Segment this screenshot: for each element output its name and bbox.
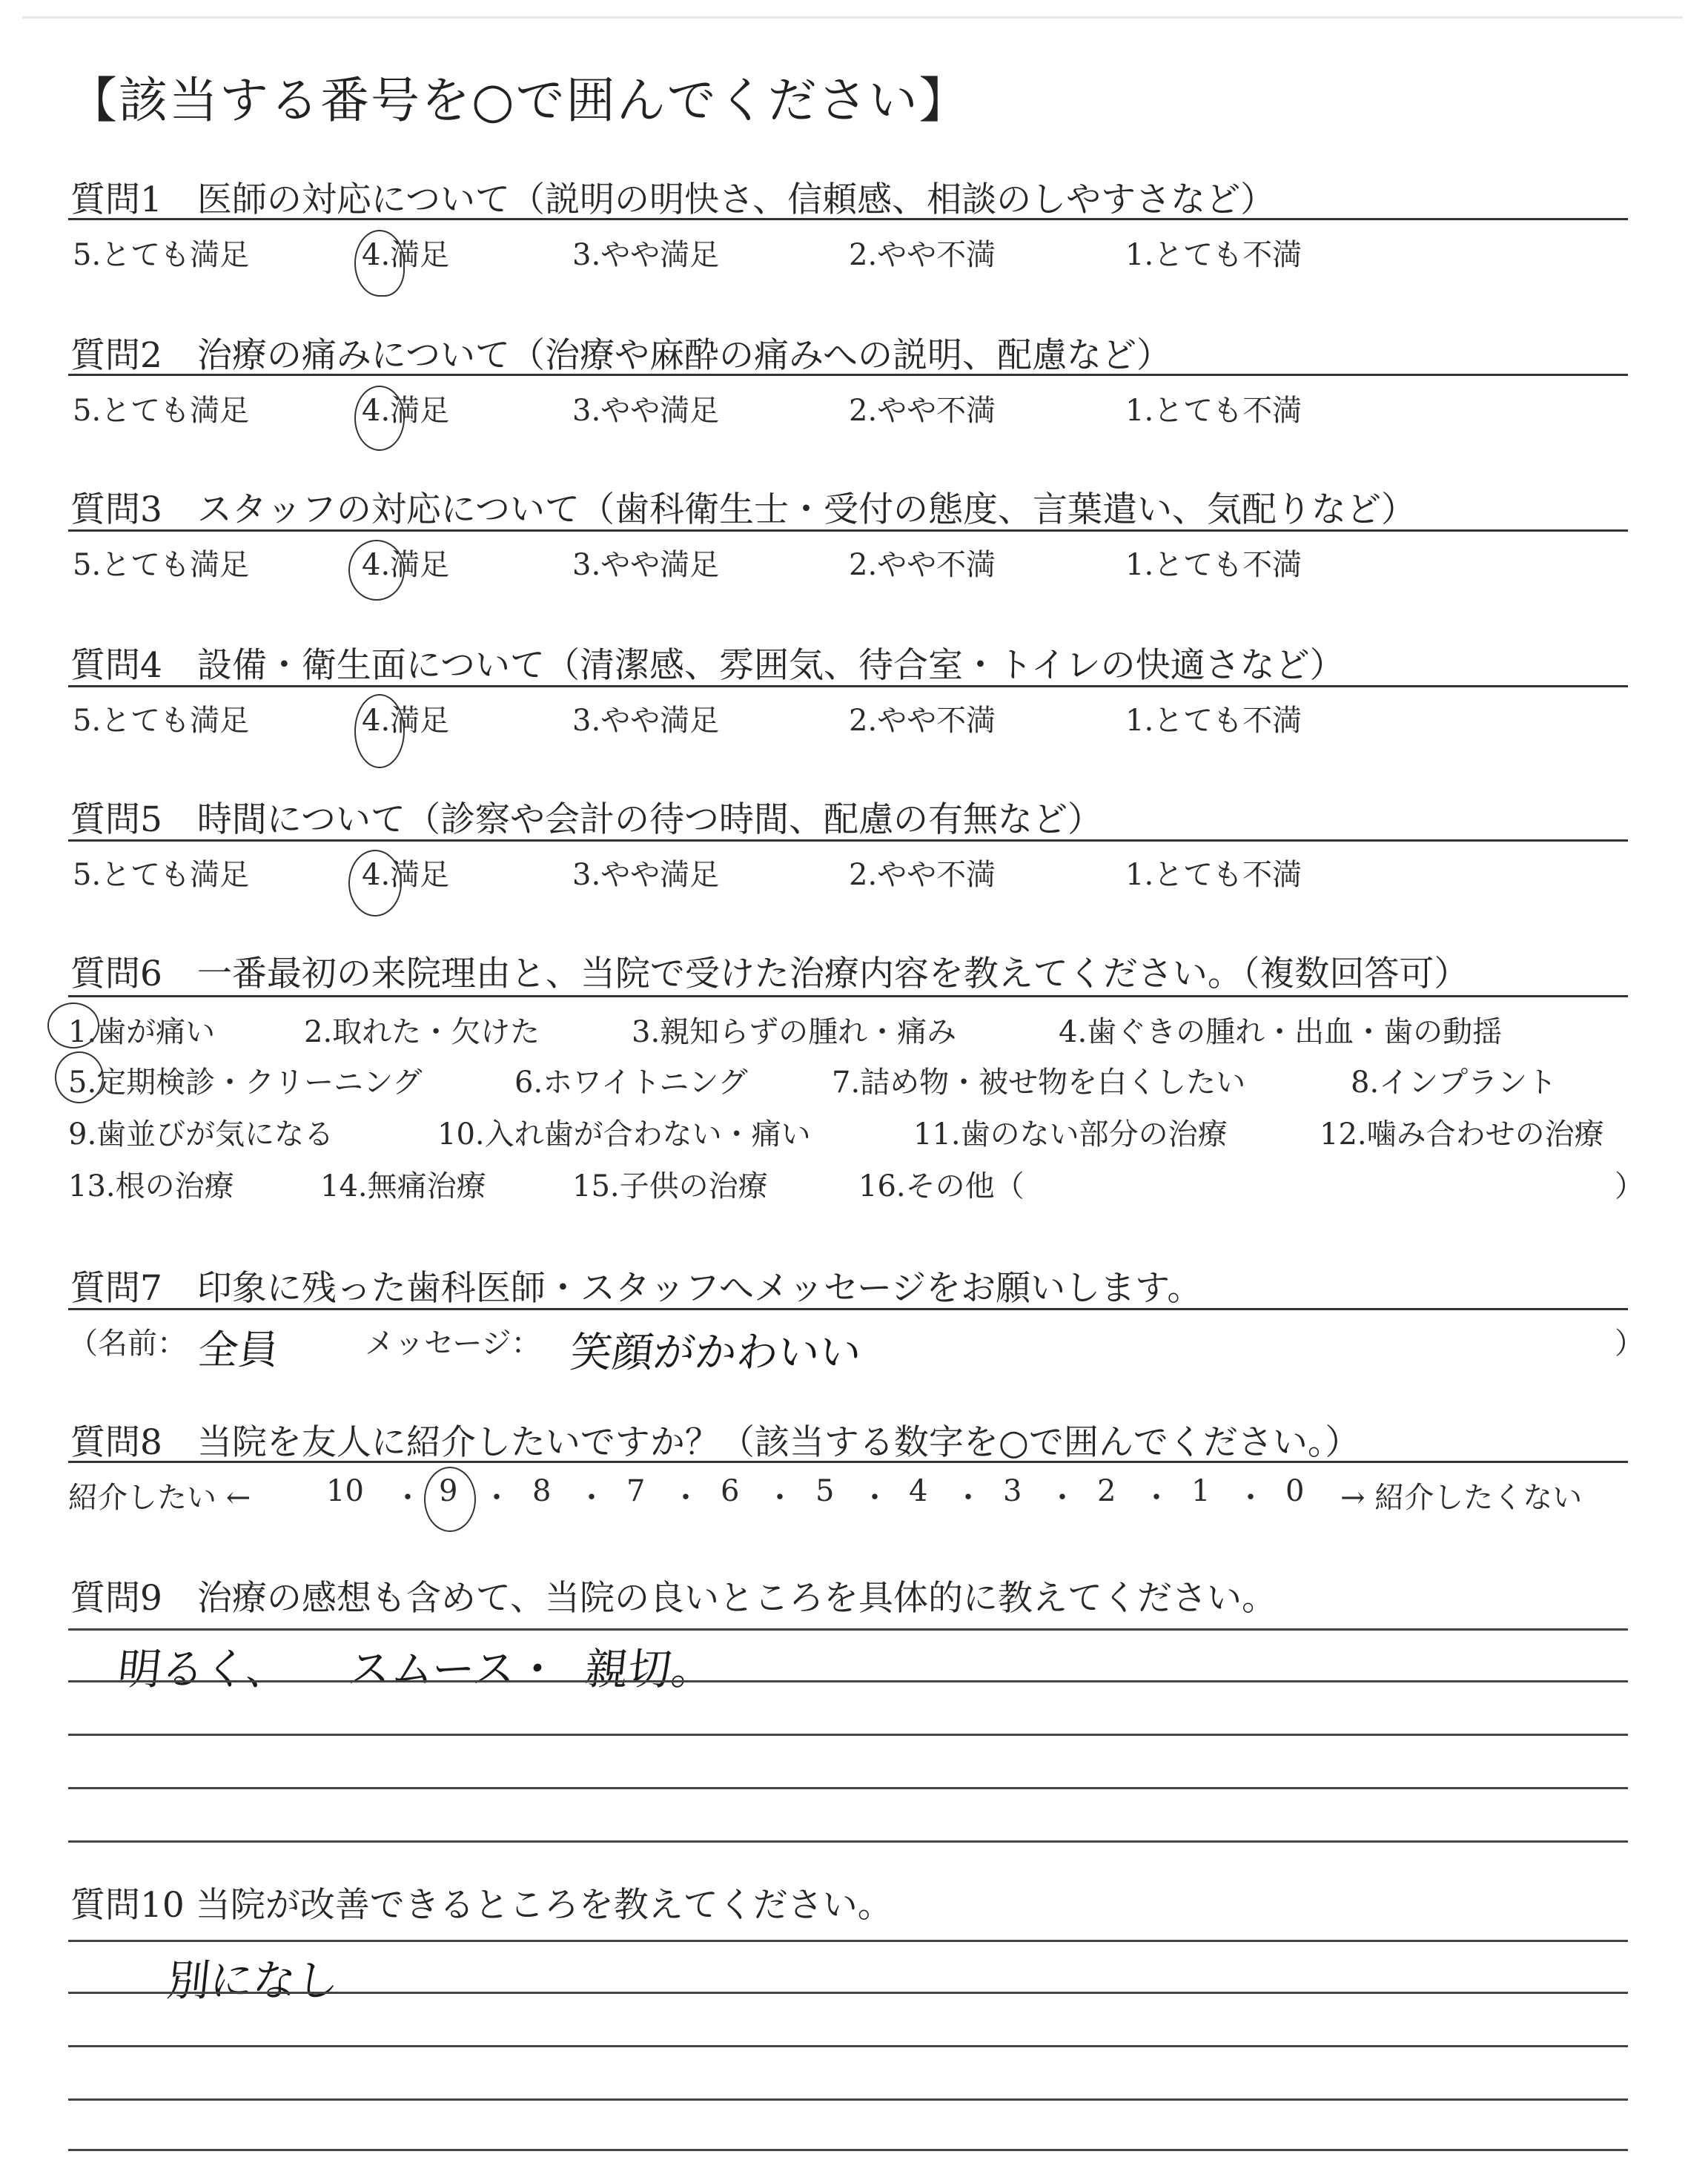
q2-option-2[interactable]: 2.やや不満 (849, 394, 996, 428)
page-heading: 【該当する番号を○で囲んでください】 (68, 72, 970, 129)
q1-option-5[interactable]: 5.とても満足 (73, 238, 250, 272)
q8-scale-9[interactable]: 9 (439, 1474, 458, 1508)
q6-option-5[interactable]: 5.定期検診・クリーニング (68, 1066, 423, 1100)
q8-left-label: 紹介したい ← (68, 1481, 251, 1515)
q8-dot: ・ (671, 1481, 701, 1515)
q4-option-5[interactable]: 5.とても満足 (73, 704, 250, 738)
q6-option-15[interactable]: 15.子供の治療 (572, 1169, 768, 1203)
q1-option-1[interactable]: 1.とても不満 (1125, 238, 1302, 272)
q8-dot: ・ (393, 1481, 423, 1515)
question-5-rule (68, 839, 1628, 842)
q6-option-16-close: ） (1615, 1169, 1644, 1203)
q4-option-2[interactable]: 2.やや不満 (849, 704, 996, 738)
q8-scale-10[interactable]: 10 (326, 1474, 364, 1508)
q8-dot: ・ (1142, 1481, 1171, 1515)
q6-option-1[interactable]: 1.歯が痛い (68, 1015, 216, 1049)
q8-scale-3[interactable]: 3 (1003, 1474, 1022, 1508)
question-10-title: 質問10 当院が改善できるところを教えてください。 (70, 1885, 893, 1926)
q8-right-label: → 紹介したくない (1340, 1481, 1583, 1515)
q7-message-answer[interactable]: 笑顔がかわいい (568, 1329, 864, 1377)
q10-write-line-5 (68, 2149, 1628, 2151)
q6-option-8[interactable]: 8.インプラント (1351, 1066, 1558, 1100)
q8-scale-5[interactable]: 5 (815, 1474, 835, 1508)
question-2-title: 質問2 治療の痛みについて（治療や麻酔の痛みへの説明、配慮など） (70, 335, 1172, 376)
q6-option-6[interactable]: 6.ホワイトニング (514, 1066, 748, 1100)
q2-option-3[interactable]: 3.やや満足 (572, 394, 720, 428)
q7-name-answer[interactable]: 全員 (196, 1327, 281, 1373)
q8-dot: ・ (765, 1481, 795, 1515)
q10-write-line-2 (68, 1992, 1628, 1994)
q9-write-line-4 (68, 1787, 1628, 1789)
q3-option-2[interactable]: 2.やや不満 (849, 548, 996, 582)
q2-option-1[interactable]: 1.とても不満 (1125, 394, 1302, 428)
q6-option-11[interactable]: 11.歯のない部分の治療 (913, 1117, 1228, 1152)
q5-option-3[interactable]: 3.やや満足 (572, 858, 720, 892)
q9-write-line-3 (68, 1734, 1628, 1736)
q5-option-1[interactable]: 1.とても不満 (1125, 858, 1302, 892)
q8-scale-4[interactable]: 4 (909, 1474, 928, 1508)
q4-option-3[interactable]: 3.やや満足 (572, 704, 720, 738)
q8-scale-0[interactable]: 0 (1285, 1474, 1305, 1508)
q6-option-9[interactable]: 9.歯並びが気になる (68, 1117, 334, 1152)
q7-name-label: （名前： (68, 1327, 187, 1361)
q2-option-5[interactable]: 5.とても満足 (73, 394, 250, 428)
q9-write-line-1 (68, 1628, 1628, 1631)
q9-answer-part-1[interactable]: 明るく、 (115, 1644, 292, 1694)
q8-dot: ・ (577, 1481, 606, 1515)
q9-answer-part-3[interactable]: 親切。 (582, 1644, 718, 1694)
question-1-title: 質問1 医師の対応について（説明の明快さ、信頼感、相談のしやすさなど） (70, 179, 1276, 220)
q1-option-4[interactable]: 4.満足 (362, 238, 450, 272)
q6-option-7[interactable]: 7.詰め物・被せ物を白くしたい (832, 1066, 1246, 1100)
question-3-title: 質問3 スタッフの対応について（歯科衛生士・受付の態度、言葉遣い、気配りなど） (70, 489, 1416, 530)
q3-option-1[interactable]: 1.とても不満 (1125, 548, 1302, 582)
q6-option-13[interactable]: 13.根の治療 (68, 1169, 234, 1203)
q8-dot: ・ (953, 1481, 983, 1515)
question-7-title: 質問7 印象に残った歯科医師・スタッフへメッセージをお願いします。 (70, 1268, 1202, 1309)
question-2-rule (68, 374, 1628, 376)
q10-write-line-4 (68, 2098, 1628, 2101)
question-3-rule (68, 529, 1628, 532)
question-6-rule (68, 995, 1628, 997)
q10-answer[interactable]: 別になし (164, 1955, 342, 2006)
q6-option-12[interactable]: 12.噛み合わせの治療 (1320, 1117, 1604, 1152)
top-border (22, 16, 1683, 19)
q5-option-2[interactable]: 2.やや不満 (849, 858, 996, 892)
q5-option-4[interactable]: 4.満足 (362, 858, 450, 892)
q4-option-4[interactable]: 4.満足 (362, 704, 450, 738)
q8-scale-6[interactable]: 6 (721, 1474, 740, 1508)
q8-dot: ・ (1047, 1481, 1077, 1515)
question-7-rule (68, 1308, 1628, 1310)
q10-write-line-3 (68, 2045, 1628, 2047)
q6-option-2[interactable]: 2.取れた・欠けた (304, 1015, 540, 1049)
q3-option-5[interactable]: 5.とても満足 (73, 548, 250, 582)
q8-dot: ・ (482, 1481, 512, 1515)
q5-option-5[interactable]: 5.とても満足 (73, 858, 250, 892)
q6-option-16[interactable]: 16.その他（ (858, 1169, 1025, 1203)
q3-option-3[interactable]: 3.やや満足 (572, 548, 720, 582)
question-4-rule (68, 685, 1628, 687)
q6-option-10[interactable]: 10.入れ歯が合わない・痛い (437, 1117, 811, 1152)
question-6-title: 質問6 一番最初の来院理由と、当院で受けた治療内容を教えてください。（複数回答可） (70, 954, 1469, 994)
q10-write-line-1 (68, 1940, 1628, 1942)
q7-close-paren: ） (1615, 1327, 1644, 1361)
question-5-title: 質問5 時間について（診察や会計の待つ時間、配慮の有無など） (70, 799, 1102, 840)
q8-dot: ・ (860, 1481, 890, 1515)
q2-option-4[interactable]: 4.満足 (362, 394, 450, 428)
q1-option-3[interactable]: 3.やや満足 (572, 238, 720, 272)
question-8-title: 質問8 当院を友人に紹介したいですか？（該当する数字を○で囲んでください。） (70, 1422, 1360, 1463)
q9-answer-part-2[interactable]: スムース・ (345, 1644, 562, 1694)
q6-option-4[interactable]: 4.歯ぐきの腫れ・出血・歯の動揺 (1059, 1015, 1503, 1049)
q8-scale-1[interactable]: 1 (1191, 1474, 1211, 1508)
q6-option-14[interactable]: 14.無痛治療 (320, 1169, 486, 1203)
q8-dot: ・ (1236, 1481, 1265, 1515)
q9-write-line-5 (68, 1840, 1628, 1843)
question-9-title: 質問9 治療の感想も含めて、当院の良いところを具体的に教えてください。 (70, 1578, 1277, 1619)
question-1-rule (68, 218, 1628, 220)
q1-option-2[interactable]: 2.やや不満 (849, 238, 996, 272)
q7-message-label: メッセージ： (365, 1327, 541, 1361)
q4-option-1[interactable]: 1.とても不満 (1125, 704, 1302, 738)
q8-scale-2[interactable]: 2 (1097, 1474, 1116, 1508)
q8-scale-7[interactable]: 7 (626, 1474, 646, 1508)
question-8-rule (68, 1461, 1628, 1463)
question-4-title: 質問4 設備・衛生面について（清潔感、雰囲気、待合室・トイレの快適さなど） (70, 645, 1345, 686)
q9-write-line-2 (68, 1680, 1628, 1682)
q8-scale-8[interactable]: 8 (532, 1474, 552, 1508)
q6-option-3[interactable]: 3.親知らずの腫れ・痛み (632, 1015, 957, 1049)
q3-option-4[interactable]: 4.満足 (362, 548, 450, 582)
